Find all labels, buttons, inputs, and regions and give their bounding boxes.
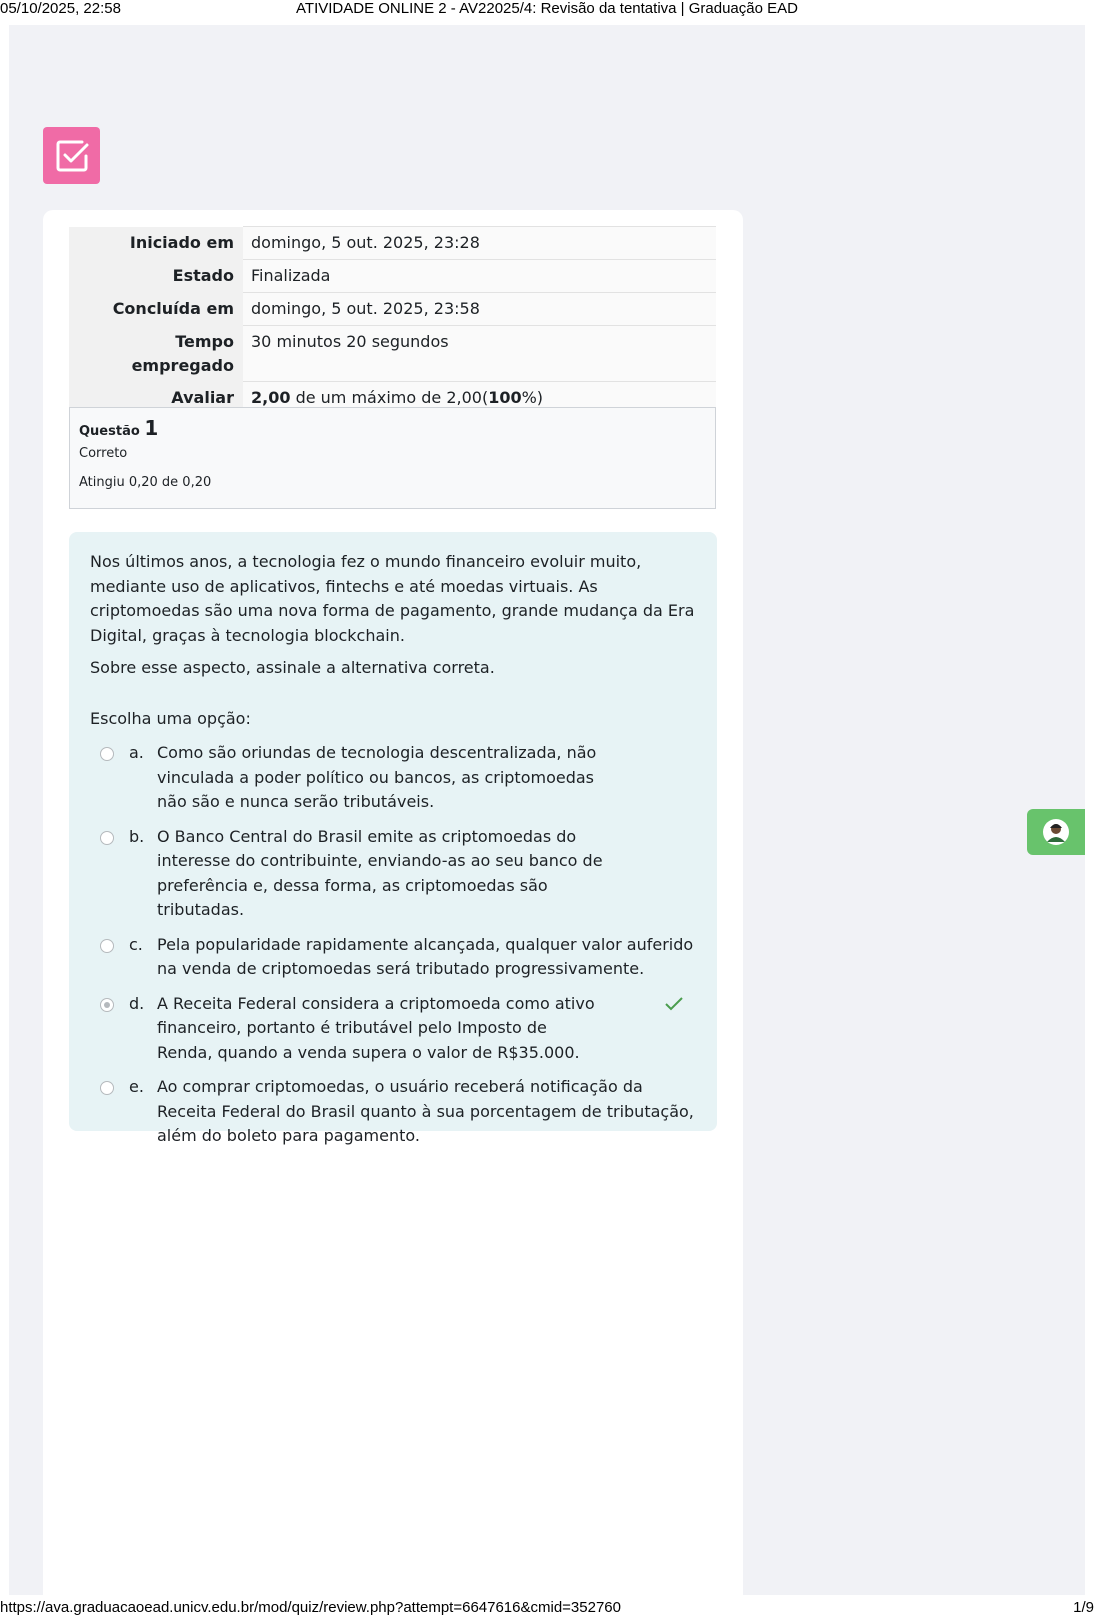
grade-end: %) — [521, 388, 544, 407]
print-date: 05/10/2025, 22:58 — [0, 0, 121, 17]
print-header — [0, 0, 1094, 24]
summary-value: 30 minutos 20 segundos — [243, 326, 716, 382]
attempt-summary-table — [69, 226, 716, 414]
answer-option-a[interactable] — [100, 741, 696, 815]
answer-letter: c. — [129, 934, 143, 954]
radio-button[interactable] — [100, 747, 114, 761]
answer-prompt: Escolha uma opção: — [90, 708, 251, 728]
avatar-icon — [1042, 818, 1070, 846]
answer-text: A Receita Federal considera a criptomoeda como ativo financeiro, portanto é tributável pelo Imposto de Renda, quando a venda supera o valor de R$35.000. — [157, 993, 595, 1062]
answer-text: Como são oriundas de tecnologia descentralizada, não vinculada a poder político ou bancos, as criptomoedas não são e nunca serão tributáveis. — [157, 743, 597, 811]
print-page-number: 1/9 — [1073, 1599, 1094, 1616]
question-number-value: 1 — [144, 416, 159, 440]
answer-text: Pela popularidade rapidamente alcançada, qualquer valor auferido na venda de criptomoedas será tributado progressivamente. — [157, 934, 694, 978]
summary-row-started — [69, 227, 716, 260]
answer-letter: b. — [129, 826, 145, 846]
summary-value: Finalizada — [243, 260, 716, 293]
answer-option-b[interactable] — [100, 825, 696, 923]
check-icon — [665, 994, 683, 1019]
answer-letter: d. — [129, 993, 145, 1013]
checkbox-icon — [43, 127, 100, 184]
question-text: Nos últimos anos, a tecnologia fez o mundo financeiro evoluir muito, mediante uso de aplicativos, fintechs e até moedas virtuais. As criptomoedas são uma nova forma de pagamento, grande mudança da Era Digital, graças à tecnologia blockchain. — [90, 552, 695, 645]
summary-label: Tempo empregado — [69, 326, 243, 382]
question-info — [69, 407, 716, 509]
summary-label: Concluída em — [69, 293, 243, 326]
summary-value: domingo, 5 out. 2025, 23:28 — [243, 227, 716, 260]
summary-row-time — [69, 326, 716, 382]
radio-button[interactable] — [100, 831, 114, 845]
answer-text: O Banco Central do Brasil emite as criptomoedas do interesse do contribuinte, enviando-as ao seu banco de preferência e, dessa forma, as criptomoedas são tributadas. — [157, 826, 603, 919]
answer-text: Ao comprar criptomoedas, o usuário receberá notificação da Receita Federal do Brasil quanto à sua porcentagem de tributação, além do boleto para pagamento. — [157, 1077, 694, 1145]
summary-value: domingo, 5 out. 2025, 23:58 — [243, 293, 716, 326]
print-url: https://ava.graduacaoead.unicv.edu.br/mod/quiz/review.php?attempt=6647616&cmid=352760 — [0, 1599, 621, 1616]
question-number — [79, 416, 706, 440]
question-state: Correto — [79, 446, 128, 461]
summary-label: Avaliar — [69, 382, 243, 415]
summary-label: Iniciado em — [69, 227, 243, 260]
question-content — [69, 532, 717, 1145]
main-card — [43, 210, 743, 1596]
summary-label: Estado — [69, 260, 243, 293]
summary-row-state — [69, 260, 716, 293]
grade-value: 2,00 — [251, 388, 291, 407]
radio-button-selected[interactable] — [100, 998, 114, 1012]
grade-percent: 100 — [488, 388, 522, 407]
answer-letter: e. — [129, 1077, 144, 1096]
answer-list — [100, 741, 696, 1149]
answer-letter: a. — [129, 743, 144, 762]
answer-option-e[interactable] — [100, 1075, 696, 1149]
summary-row-completed — [69, 293, 716, 326]
grade-mid: de um máximo de 2,00( — [290, 388, 489, 407]
radio-button[interactable] — [100, 939, 114, 953]
radio-button[interactable] — [100, 1081, 114, 1095]
print-footer — [0, 1595, 1094, 1623]
question-label: Questão — [79, 424, 140, 439]
answer-option-c[interactable] — [100, 933, 696, 982]
print-title: ATIVIDADE ONLINE 2 - AV22025/4: Revisão da tentativa | Graduação EAD — [296, 0, 798, 17]
question-instruction: Sobre esse aspecto, assinale a alternativa correta. — [90, 658, 495, 677]
chat-assistant-button[interactable] — [1027, 809, 1085, 855]
question-grade: Atingiu 0,20 de 0,20 — [79, 475, 212, 490]
answer-option-d[interactable] — [100, 992, 696, 1066]
